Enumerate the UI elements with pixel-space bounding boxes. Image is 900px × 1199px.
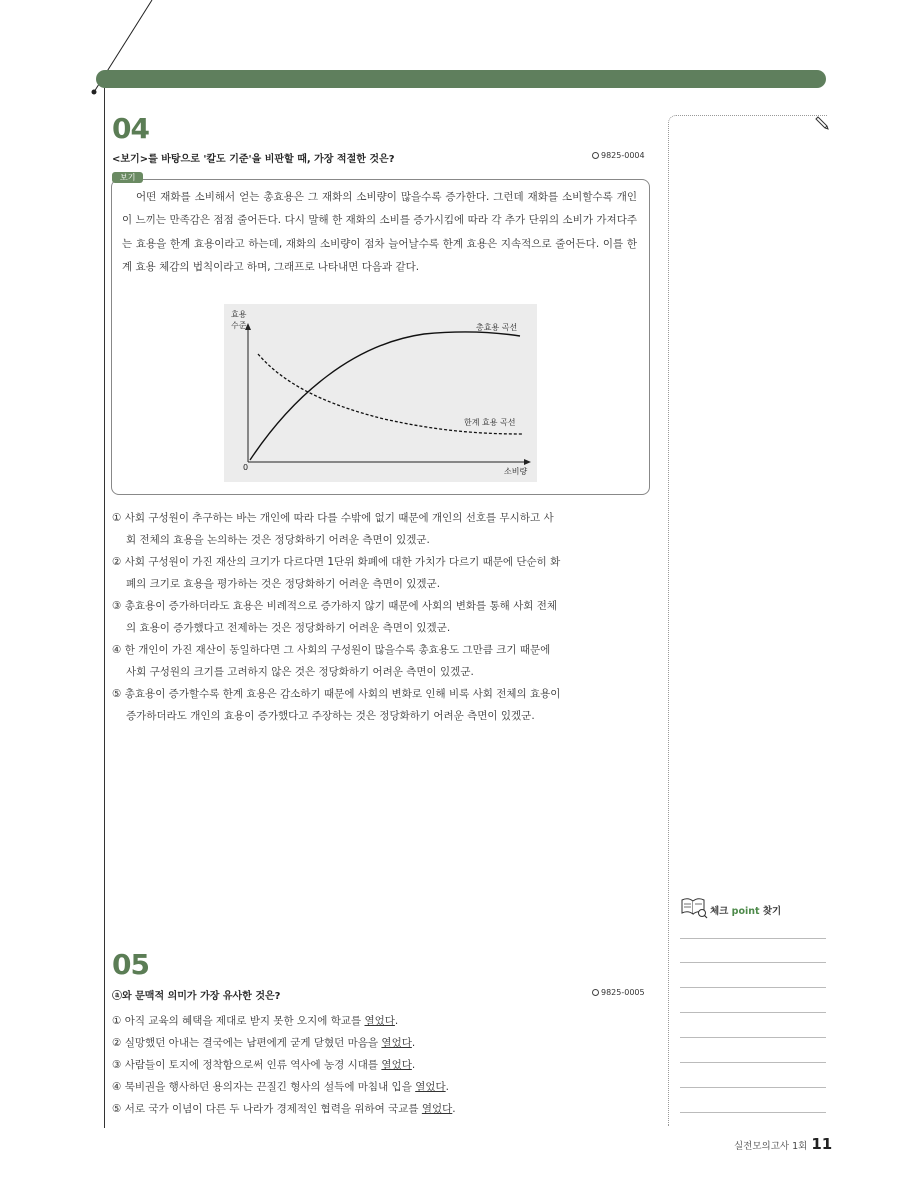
underlined-word: 열었다 [364,1015,395,1027]
question-04-code: 9825-0004 [592,151,645,160]
check-point-word: point [731,906,760,917]
total-utility-curve [250,332,520,460]
choice-04-3[interactable] [112,595,652,639]
y-axis-label-line2: 수준 [231,321,247,330]
question-05-code: 9825-0005 [592,988,645,997]
choice-mark: ② [112,1037,122,1049]
left-margin-rule [104,88,105,1128]
question-number-04: 04 [112,112,149,145]
check-point-heading [710,903,781,917]
choice-text-end: . [445,1081,449,1093]
choice-mark: ④ [112,1081,122,1093]
memo-line [680,1062,826,1063]
x-axis-arrow-icon [524,459,531,465]
choice-text: 묵비권을 행사하던 용의자는 끈질긴 형사의 설득에 마침내 입을 [124,1081,416,1093]
question-04-title: <보기>를 바탕으로 '칼도 기준'을 비판할 때, 가장 적절한 것은? [112,154,395,165]
choice-mark: ④ [112,644,122,656]
memo-line [680,1012,826,1013]
choice-text-cont: 폐의 크기로 효용을 평가하는 것은 정당화하기 어려운 측면이 있겠군. [126,578,441,590]
memo-line [680,1112,826,1113]
underlined-word: 열었다 [421,1103,453,1115]
choice-mark: ⑤ [112,1103,122,1115]
choice-text: 사회 구성원이 가진 재산의 크기가 다르다면 1단위 화폐에 대한 가치가 다르기 때문에 단순히 화 [124,556,561,568]
exam-label: 실전모의고사 1회 [734,1141,808,1152]
choice-text-cont: 증가하더라도 개인의 효용이 증가했다고 주장하는 것은 정당화하기 어려운 측면이 있겠군. [126,710,535,722]
graph-origin-label: 0 [243,463,249,472]
underlined-word: 열었다 [381,1059,412,1071]
choice-text: 아직 교육의 혜택을 제대로 받지 못한 오지에 학교를 [124,1015,365,1027]
choice-mark: ② [112,556,122,568]
choice-04-2[interactable] [112,551,652,595]
memo-column [668,115,827,1126]
choice-text-end: . [411,1037,416,1049]
memo-line [680,1037,826,1038]
choice-mark: ③ [112,1059,122,1071]
open-book-magnifier-icon [680,896,708,920]
choice-05-3[interactable] [112,1054,652,1076]
choice-text-cont: 사회 구성원의 크기를 고려하지 않은 것은 정당화하기 어려운 측면이 있겠군. [126,666,474,678]
memo-line [680,987,826,988]
choice-text: 한 개인이 가진 재산이 동일하다면 그 사회의 구성원이 많을수록 총효용도 그만큼 크기 때문에 [124,644,551,656]
choice-text-end: . [452,1103,456,1115]
choice-text-end: . [394,1015,399,1027]
memo-line [680,1087,826,1088]
choice-mark: ① [112,512,122,524]
choice-05-5[interactable] [112,1098,652,1120]
choice-text: 실망했던 아내는 결국에는 남편에게 굳게 닫혔던 마음을 [124,1037,382,1049]
choice-text: 서로 국가 이념이 다른 두 나라가 경제적인 협력을 위하여 국교를 [124,1103,422,1115]
choice-mark: ⑤ [112,688,122,700]
utility-graph-svg [224,304,537,482]
underlined-word: 열었다 [381,1037,412,1049]
pen-icon [814,114,832,132]
choice-05-4[interactable] [112,1076,652,1098]
marginal-utility-curve-label: 한계 효용 곡선 [464,418,516,427]
bogi-passage: 어떤 재화를 소비해서 얻는 총효용은 그 재화의 소비량이 많을수록 증가한다. 그런데 재화를 소비할수록 개인이 느끼는 만족감은 점점 줄어든다. 다시 말해 한 재화의 소비를 증가시킴에 따라 각 추가 단위의 소비가 가져다주는 효용을 한계 효용이라고 하는데, 재화의 소비량이 점차 늘어날수록 한계 효용은 지속적으로 줄어든다. 이를 한계 효용 체감의 법칙이라고 하며, 그래프로 나타내면 다음과 같다. [122,191,637,273]
choice-text-cont: 회 전체의 효용을 논의하는 것은 정당화하기 어려운 측면이 있겠군. [126,534,430,546]
header-green-bar [96,70,826,88]
check-suffix: 찾기 [759,906,782,917]
question-number-05: 05 [112,948,149,981]
bogi-label: 보기 [112,172,143,183]
choice-04-5[interactable] [112,683,652,727]
total-utility-curve-label: 총효용 곡선 [476,323,518,332]
choice-05-1[interactable] [112,1010,652,1032]
choice-text-cont: 의 효용이 증가했다고 전제하는 것은 정당화하기 어려운 측면이 있겠군. [126,622,451,634]
choice-text: 총효용이 증가하더라도 효용은 비례적으로 증가하지 않기 때문에 사회의 변화를 통해 사회 전체 [124,600,558,612]
choice-05-2[interactable] [112,1032,652,1054]
choice-04-1[interactable] [112,507,652,551]
choice-mark: ① [112,1015,122,1027]
choice-text-end: . [411,1059,416,1071]
decorative-diagonal-line [80,0,170,110]
memo-line [680,962,826,963]
page-number: 11 [811,1135,833,1153]
choice-text: 사회 구성원이 추구하는 바는 개인에 따라 다를 수밖에 없기 때문에 개인의 선호를 무시하고 사 [124,512,554,524]
y-axis-label-line1: 효용 [231,310,247,319]
question-05-title: ⓐ와 문맥적 의미가 가장 유사한 것은? [112,991,281,1002]
x-axis-label: 소비량 [504,467,528,476]
choice-text: 사람들이 토지에 정착함으로써 인류 역사에 농경 시대를 [124,1059,382,1071]
choice-04-4[interactable] [112,639,652,683]
underlined-word: 열었다 [415,1081,446,1093]
choice-mark: ③ [112,600,122,612]
utility-graph [224,304,537,482]
choice-text: 총효용이 증가할수록 한계 효용은 감소하기 때문에 사회의 변화로 인해 비록 사회 전체의 효용이 [124,688,561,700]
page-footer [734,1135,832,1153]
memo-line [680,938,826,939]
check-prefix: 체크 [710,906,732,917]
